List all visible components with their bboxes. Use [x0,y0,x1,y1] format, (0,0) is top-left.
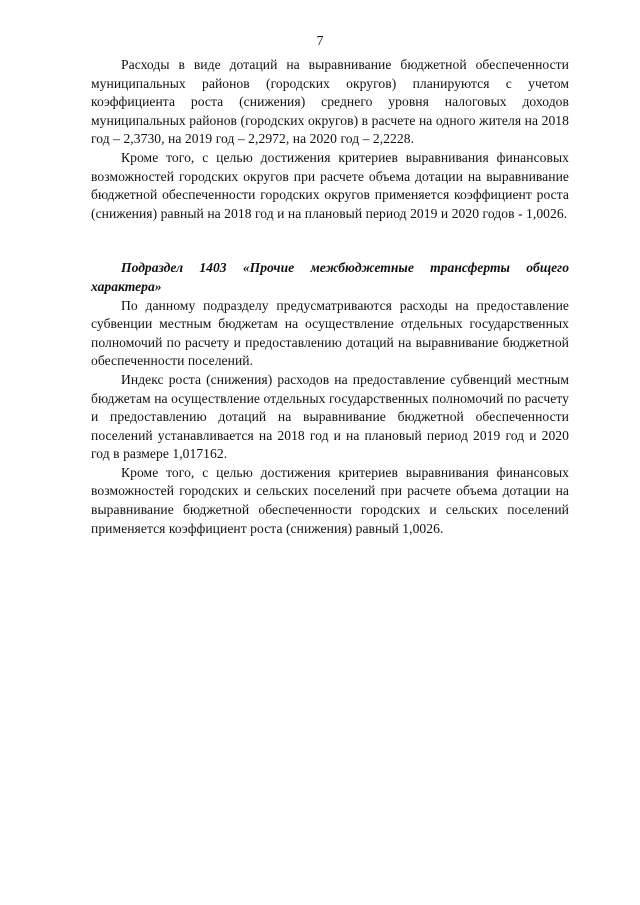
paragraph-subsidies-districts: Расходы в виде дотаций на выравнивание бюджетной обеспеченности муниципальных районов (городских округов) планируются с учетом коэффициента роста (снижения) среднего уровня налоговых доходов муниципальных районов (городских округов) в расчете на одного жителя на 2018 год – 2,3730, на 2019 год – 2,2972, на 2020 год – 2,2228. [91,57,569,147]
paragraph-coefficient-city-districts: Кроме того, с целью достижения критериев выравнивания финансовых возможностей городских округов при расчете объема дотации на выравнивание бюджетной обеспеченности городских округов применяется коэффициент роста (снижения) равный на 2018 год и на плановый период 2019 и 2020 годов - 1,0026. [91,149,569,221]
subsection-title: Подраздел 1403 «Прочие межбюджетные трансферты общего характера» [91,260,569,294]
section-spacer [91,223,569,259]
paragraph-settlements-coefficient: Кроме того, с целью достижения критериев выравнивания финансовых возможностей городских и сельских поселений при расчете объема дотации на выравнивание бюджетной обеспеченности городских и сельских поселений применяется коэффициент роста (снижения) равный 1,0026. [91,464,569,536]
paragraph-subvention-expenses: По данному подразделу предусматриваются расходы на предоставление субвенции местным бюджетам на осуществление отдельных государственных полномочий по расчету и предоставлению дотаций на выравнивание бюджетной обеспеченности поселений. [91,297,569,369]
page-number: 7 [316,33,324,48]
document-body [91,56,569,538]
paragraph-growth-index: Индекс роста (снижения) расходов на предоставление субвенций местным бюджетам на осуществление отдельных государственных полномочий по расчету и предоставлению дотаций на выравнивание бюджетной обеспеченности поселений устанавливается на 2018 год и на плановый период 2019 год и 2020 год в размере 1,017162. [91,371,569,462]
